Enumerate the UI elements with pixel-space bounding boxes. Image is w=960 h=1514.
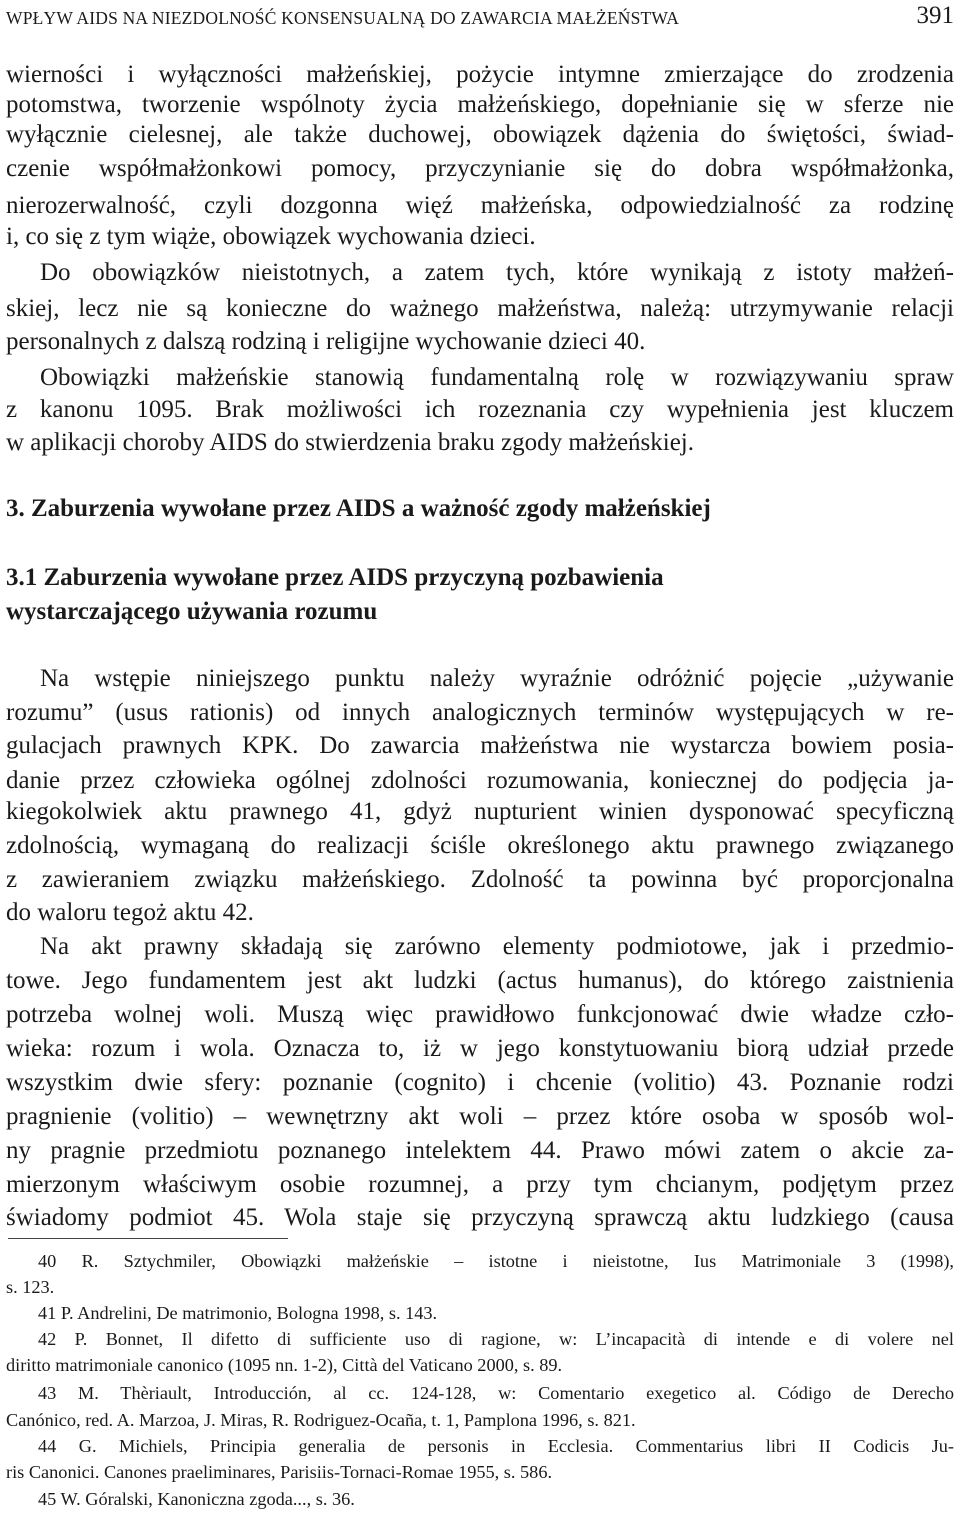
body-line: i, co się z tym wiąże, obowiązek wychowania dzieci. — [6, 223, 536, 250]
body-line: nierozerwalność, czyli dozgonna więź małżeńska, odpowiedzialność za rodzinę — [6, 192, 954, 219]
body-line: z kanonu 1095. Brak możliwości ich rozeznania czy wypełnienia jest kluczem — [6, 396, 954, 423]
footnote-line: diritto matrimoniale canonico (1095 nn. 1-2), Città del Vaticano 2000, s. 89. — [6, 1355, 563, 1375]
footnote-line: Canónico, red. A. Marzoa, J. Miras, R. Rodriguez-Ocaña, t. 1, Pamplona 1996, s. 821. — [6, 1410, 636, 1430]
body-line: wszystkim dwie sfery: poznanie (cognito) i chcenie (volitio) 43. Poznanie rodzi — [6, 1069, 954, 1096]
body-line: mierzonym właściwym osobie rozumnej, a przy tym chcianym, podjętym przez — [6, 1171, 954, 1198]
body-line: kiegokolwiek aktu prawnego 41, gdyż nupturient winien dysponować specyficzną — [6, 798, 954, 825]
body-line: zdolnością, wymaganą do realizacji ściśle określonego aktu prawnego związanego — [6, 832, 954, 859]
body-line: czenie współmałżonkowi pomocy, przyczynianie się do dobra współmałżonka, — [6, 155, 954, 182]
body-line: potomstwa, tworzenie wspólnoty życia małżeńskiego, dopełnianie się w sferze nie — [6, 91, 954, 118]
page-number: 391 — [916, 2, 954, 29]
footnote-line: 41 P. Andrelini, De matrimonio, Bologna 1998, s. 143. — [38, 1303, 438, 1323]
footnote-line: 40 R. Sztychmiler, Obowiązki małżeńskie – istotne i nieistotne, Ius Matrimoniale 3 (1998), — [38, 1251, 954, 1271]
body-line: personalnych z dalszą rodziną i religijne wychowanie dzieci 40. — [6, 328, 646, 355]
body-line: ny pragnie przedmiotu poznanego intelektem 44. Prawo mówi zatem o akcie za- — [6, 1137, 954, 1164]
footnote-line: 45 W. Góralski, Kanoniczna zgoda..., s. 36. — [38, 1489, 355, 1509]
body-line: danie przez człowieka ogólnej zdolności rozumowania, koniecznej do podjęcia ja- — [6, 767, 954, 794]
body-line: wierności i wyłączności małżeńskiej, pożycie intymne zmierzające do zrodzenia — [6, 61, 954, 88]
body-line: skiej, lecz nie są konieczne do ważnego małżeństwa, należą: utrzymywanie relacji — [6, 295, 954, 322]
footnote-line: 43 M. Thèriault, Introducción, al cc. 124-128, w: Comentario exegetico al. Código de Derecho — [38, 1383, 954, 1403]
footnote-line: 42 P. Bonnet, Il difetto di sufficiente uso di ragione, w: L’incapacità di intende e di volere nel — [38, 1329, 954, 1349]
body-line: rozumu” (usus rationis) od innych analogicznych terminów występujących w re- — [6, 699, 954, 726]
body-line: wieka: rozum i wola. Oznacza to, iż w jego konstytuowaniu biorą udział przede — [6, 1035, 954, 1062]
body-line: w aplikacji choroby AIDS do stwierdzenia braku zgody małżeńskiej. — [6, 429, 695, 456]
footnote-line: 44 G. Michiels, Principia generalia de personis in Ecclesia. Commentarius libri II Codicis Ju- — [38, 1436, 954, 1456]
section-heading: 3. Zaburzenia wywołane przez AIDS a ważność zgody małżeńskiej — [6, 495, 711, 522]
body-line: Obowiązki małżeńskie stanowią fundamentalną rolę w rozwiązywaniu spraw — [40, 364, 954, 391]
body-line: świadomy podmiot 45. Wola staje się przyczyną sprawczą aktu ludzkiego (causa — [6, 1204, 954, 1231]
body-line: Do obowiązków nieistotnych, a zatem tych, które wynikają z istoty małżeń- — [40, 259, 954, 286]
body-line: wyłącznie cielesnej, ale także duchowej, obowiązek dążenia do świętości, świad- — [6, 121, 954, 148]
subsection-heading: 3.1 Zaburzenia wywołane przez AIDS przyczyną pozbawienia — [6, 564, 664, 591]
footnote-line: s. 123. — [6, 1277, 55, 1297]
footnote-line: ris Canonici. Canones praeliminares, Parisiis-Tornaci-Romae 1955, s. 586. — [6, 1462, 553, 1482]
running-head-title: WPŁYW AIDS NA NIEZDOLNOŚĆ KONSENSUALNĄ DO ZAWARCIA MAŁŻEŃSTWA — [6, 8, 680, 28]
running-head — [6, 2, 954, 29]
body-line: gulacjach prawnych KPK. Do zawarcia małżeństwa nie wystarcza bowiem posia- — [6, 732, 954, 759]
body-line: pragnienie (volitio) – wewnętrzny akt woli – przez które osoba w sposób wol- — [6, 1103, 954, 1130]
body-line: towe. Jego fundamentem jest akt ludzki (actus humanus), do którego zaistnienia — [6, 967, 954, 994]
body-line: Na akt prawny składają się zarówno elementy podmiotowe, jak i przedmio- — [40, 933, 954, 960]
subsection-heading: wystarczającego używania rozumu — [6, 598, 378, 625]
body-line: z zawieraniem związku małżeńskiego. Zdolność ta powinna być proporcjonalna — [6, 866, 954, 893]
body-line: Na wstępie niniejszego punktu należy wyraźnie odróżnić pojęcie „używanie — [40, 665, 954, 692]
body-line: do waloru tegoż aktu 42. — [6, 899, 254, 926]
body-line: potrzeba wolnej woli. Muszą więc prawidłowo funkcjonować dwie władze czło- — [6, 1001, 954, 1028]
footnote-separator — [8, 1238, 288, 1239]
